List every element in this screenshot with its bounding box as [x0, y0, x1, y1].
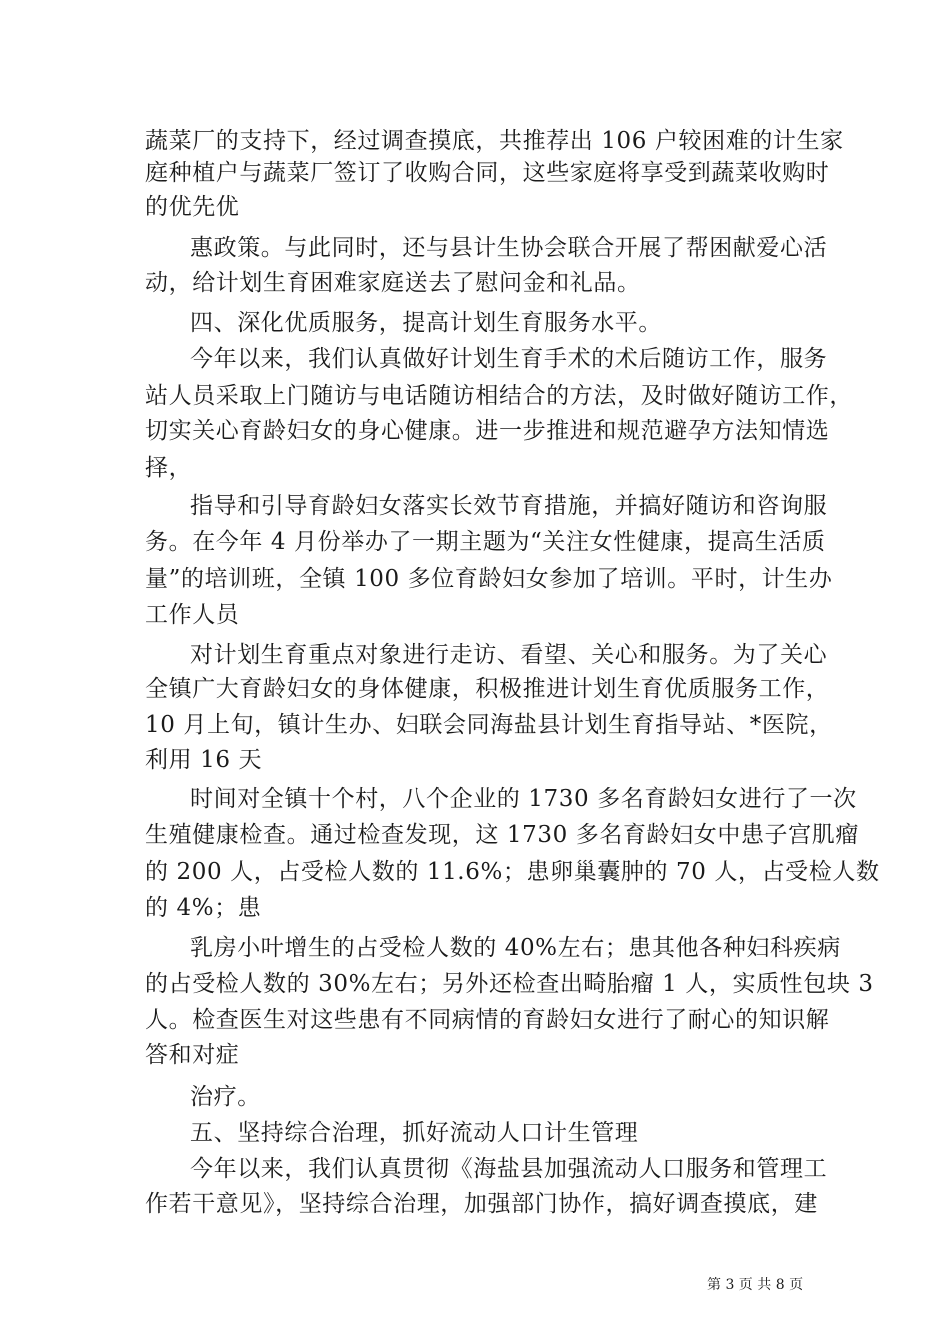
text-line: 的 4%；患: [145, 895, 262, 921]
text-line: 惠政策。与此同时，还与县计生协会联合开展了帮困献爱心活: [190, 235, 828, 261]
text-line: 择，: [145, 455, 193, 481]
text-line: 答和对症: [145, 1042, 240, 1068]
text-line: 利用 16 天: [145, 747, 263, 773]
text-line: 切实关心育龄妇女的身心健康。进一步推进和规范避孕方法知情选: [145, 418, 830, 444]
text-line: 蔬菜厂的支持下，经过调查摸底，共推荐出 106 户较困难的计生家: [145, 128, 844, 154]
section-heading: 四、深化优质服务，提高计划生育服务水平。: [190, 310, 662, 336]
section-heading: 五、坚持综合治理，抓好流动人口计生管理: [190, 1120, 639, 1146]
text-line: 动，给计划生育困难家庭送去了慰问金和礼品。: [145, 270, 641, 296]
text-line: 全镇广大育龄妇女的身体健康，积极推进计划生育优质服务工作，: [145, 676, 830, 702]
text-line: 量”的培训班，全镇 100 多位育龄妇女参加了培训。平时，计生办: [145, 566, 833, 592]
text-line: 人。检查医生对这些患有不同病情的育龄妇女进行了耐心的知识解: [145, 1007, 830, 1033]
text-line: 今年以来，我们认真做好计划生育手术的术后随访工作，服务: [190, 346, 828, 372]
text-line: 庭种植户与蔬菜厂签订了收购合同，这些家庭将享受到蔬菜收购时: [145, 160, 830, 186]
text-line: 今年以来，我们认真贯彻《海盐县加强流动人口服务和管理工: [190, 1156, 828, 1182]
text-line: 的 200 人，占受检人数的 11.6%；患卵巢囊肿的 70 人，占受检人数: [145, 859, 880, 885]
text-line: 治疗。: [190, 1084, 261, 1110]
text-line: 10 月上旬，镇计生办、妇联会同海盐县计划生育指导站、*医院，: [145, 712, 833, 738]
text-line: 乳房小叶增生的占受检人数的 40%左右；患其他各种妇科疾病: [190, 935, 841, 961]
text-line: 的占受检人数的 30%左右；另外还检查出畸胎瘤 1 人，实质性包块 3: [145, 971, 874, 997]
page-number: 第 3 页 共 8 页: [707, 1277, 804, 1293]
text-line: 工作人员: [145, 602, 240, 628]
text-line: 作若干意见》，坚持综合治理，加强部门协作，搞好调查摸底，建: [145, 1191, 818, 1217]
text-line: 对计划生育重点对象进行走访、看望、关心和服务。为了关心: [190, 642, 828, 668]
text-line: 时间对全镇十个村，八个企业的 1730 多名育龄妇女进行了一次: [190, 786, 857, 812]
text-line: 生殖健康检查。通过检查发现，这 1730 多名育龄妇女中患子宫肌瘤: [145, 822, 859, 848]
text-line: 站人员采取上门随访与电话随访相结合的方法，及时做好随访工作，: [145, 383, 853, 409]
text-line: 指导和引导育龄妇女落实长效节育措施，并搞好随访和咨询服: [190, 493, 828, 519]
text-line: 的优先优: [145, 194, 240, 220]
text-line: 务。在今年 4 月份举办了一期主题为“关注女性健康，提高生活质: [145, 529, 826, 555]
